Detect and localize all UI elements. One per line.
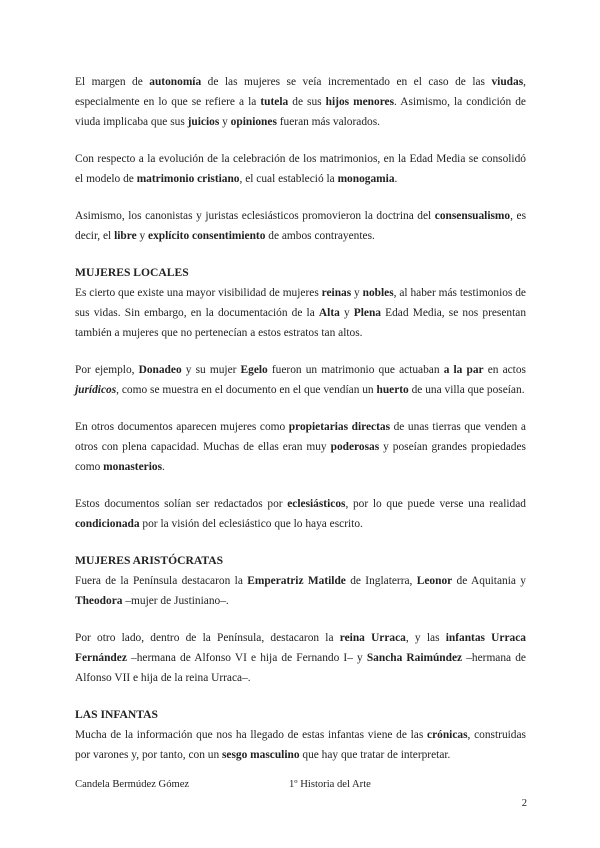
bold-term: consensualismo [434,210,511,222]
paragraph [75,417,526,477]
text-run: y su mujer [181,364,241,376]
page-number: 2 [521,798,527,809]
text-run: Asimismo, los canonistas y juristas eclesiásticos promovieron la doctrina del [75,210,435,222]
bold-term: sesgo masculino [222,749,300,761]
text-run: –hermana de Alfonso VI e hija de Fernando I– y [126,652,367,664]
text-run: que hay que tratar de interpretar. [299,749,451,761]
bold-term: tutela [260,96,289,108]
bold-term: autonomía [149,76,202,88]
bold-term: reina Urraca [339,632,406,644]
bold-term: eclesiásticos [287,498,346,510]
bold-term: nobles [362,287,394,299]
bold-term: Emperatriz Matilde [247,575,346,587]
bold-term: viudas [491,76,524,88]
text-run: Es cierto que existe una mayor visibilidad de mujeres [75,287,322,299]
text-run: de ambos contrayentes. [265,230,375,242]
text-run: fueron un matrimonio que actuaban [267,364,444,376]
bold-term: Alta [318,307,340,319]
text-run: , es decir, el [75,210,526,242]
paragraph [75,283,526,343]
footer-author: Candela Bermúdez Gómez [75,779,190,790]
paragraph [75,725,526,765]
paragraph [75,360,526,400]
footer-course: 1º Historia del Arte [289,779,371,790]
text-run: de Inglaterra, [345,575,417,587]
bold-term: crónicas [427,729,468,741]
text-run: y [219,116,231,128]
text-run: y poseían grandes propiedades como [75,441,526,473]
text-run: –mujer de Justiniano–. [122,595,229,607]
section-heading: LAS INFANTAS [75,708,158,721]
bold-term: Theodora [75,595,123,607]
text-run: fueran más valorados. [276,116,381,128]
bold-term: a la par [443,364,484,376]
bold-term: poderosas [330,441,380,453]
bold-term: Egelo [240,364,268,376]
text-run: En otros documentos aparecen mujeres como [75,421,289,433]
text-run: Estos documentos solían ser redactados por [75,498,288,510]
paragraph [75,628,526,688]
text-run: –hermana de Alfonso VII e hija de la reina Urraca–. [75,652,526,684]
bold-term: opiniones [230,116,277,128]
paragraph [75,571,526,611]
bold-term: Donadeo [138,364,182,376]
text-run: . [394,173,398,185]
text-run: Edad Media, se nos presentan también a mujeres que no pertenecían a estos estratos tan altos. [75,307,527,339]
text-run: de una villa que poseían. [408,384,525,396]
text-run: . Asimismo, la condición de viuda implicaba que sus [75,96,526,128]
bold-term: condicionada [75,518,140,530]
bold-term: monasterios [103,461,163,473]
text-run: Mucha de la información que nos ha llegado de estas infantas viene de las [75,729,428,741]
text-run: Por ejemplo, [75,364,139,376]
bold-term: huerto [376,384,409,396]
text-run: de las mujeres se veía incrementado en el caso de las [201,76,492,88]
bold-term: explícito consentimiento [148,230,266,242]
paragraph [75,72,526,132]
bold-term: libre [114,230,137,242]
bold-term: Plena [353,307,382,319]
text-run: Fuera de la Península destacaron la [75,575,248,587]
bold-term: monogamia [337,173,395,185]
bold-term: matrimonio cristiano [136,173,240,185]
text-run: de unas tierras que venden a otros con plena capacidad. Muchas de ellas eran muy [75,421,526,453]
text-run: en actos [483,364,526,376]
text-run: , como se muestra en el documento en el que vendían un [116,384,377,396]
paragraph [75,206,526,246]
text-run: , al haber más testimonios de sus vidas. Sin embargo, en la documentación de la [75,287,526,319]
text-run: de sus [288,96,326,108]
text-run: , y las [405,632,446,644]
section-heading: MUJERES ARISTÓCRATAS [75,554,224,567]
bold-term: propietarias directas [288,421,391,433]
text-run: , construidas por varones y, por tanto, con un [75,729,526,761]
bold-term: Sancha Raimúndez [366,652,463,664]
section-heading: MUJERES LOCALES [75,266,189,279]
bold-term: juicios [187,116,220,128]
paragraph [75,494,526,534]
bold-term: reinas [321,287,352,299]
text-run: y [136,230,149,242]
document-body [75,72,526,782]
bold-term: jurídicos [75,384,117,396]
text-run: , por lo que puede verse una realidad [345,498,526,510]
text-run: y [351,287,363,299]
text-run: y [339,307,354,319]
text-run: , el cual estableció la [239,173,338,185]
text-run: Con respecto a la evolución de la celebración de los matrimonios, en la Edad Media se consolidó el modelo de [75,153,526,185]
bold-term: Leonor [416,575,453,587]
text-run: . [162,461,165,473]
text-run: Por otro lado, dentro de la Península, destacaron la [75,632,340,644]
text-run: por la visión del eclesiástico que lo haya escrito. [139,518,363,530]
text-run: , especialmente en lo que se refiere a la [75,76,526,108]
text-run: El margen de [75,76,150,88]
bold-term: hijos menores [325,96,395,108]
bold-term: infantas Urraca Fernández [75,632,526,664]
text-run: de Aquitania y [452,575,526,587]
paragraph [75,149,526,189]
